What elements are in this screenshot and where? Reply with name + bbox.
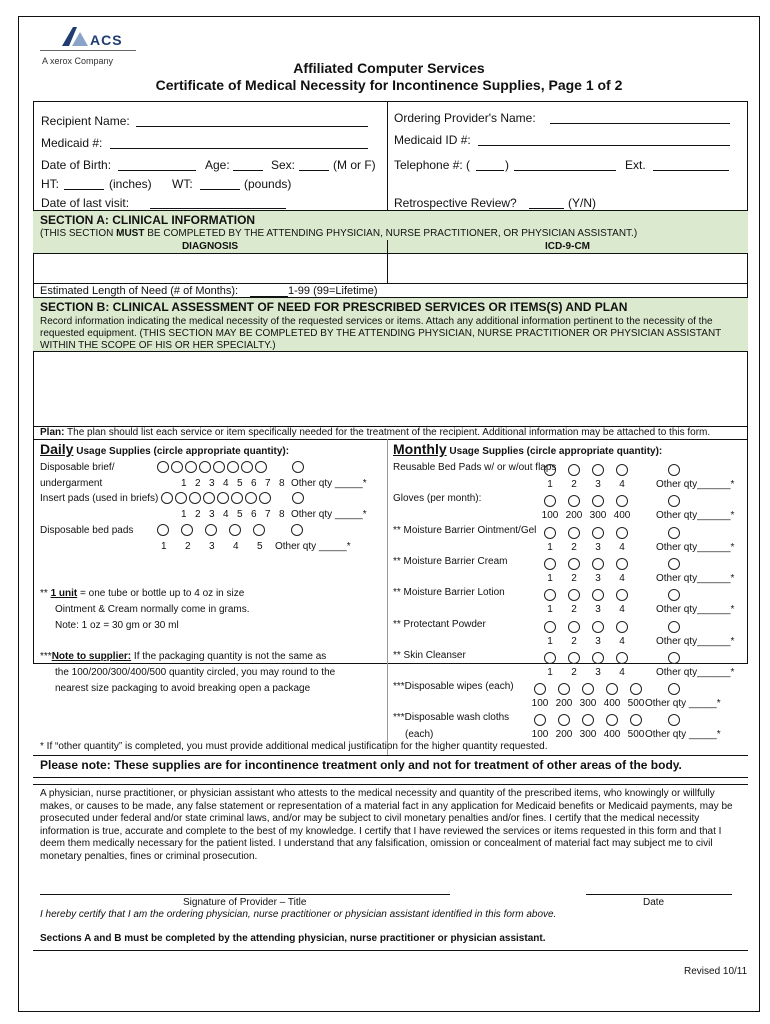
qty-number: 200 [565,510,583,522]
qty-number: 1 [547,635,553,647]
qty-circle[interactable] [630,714,642,726]
qty-number: 300 [589,510,607,522]
qty-circle[interactable] [592,464,604,476]
section-b-desc-1: Record information indicating the medical necessity of the requested services or items. Attach any additional information pertinent to the necessity of the [40,316,713,327]
qty-number: 4 [619,572,625,584]
telephone-close: ) [505,158,509,172]
qty-circle[interactable] [544,527,556,539]
provider-medicaid-label: Medicaid ID #: [394,133,471,147]
qty-circle[interactable] [668,683,680,695]
date-field[interactable] [586,894,732,895]
section-b-title: SECTION B: CLINICAL ASSESSMENT OF NEED FOR PRESCRIBED SERVICES OR ITEMS(S) AND PLAN [40,300,628,314]
section-a-note: (THIS SECTION MUST BE COMPLETED BY THE ATTENDING PHYSICIAN, NURSE PRACTITIONER, OR PHYSICIAN ASSISTANT.) [40,228,638,239]
qty-number: 1 [547,572,553,584]
retro-review-label: Retrospective Review? [394,196,517,210]
revised-date: Revised 10/11 [684,966,748,977]
last-visit-label: Date of last visit: [41,196,130,210]
plan-text: Plan: The plan should list each service or item specifically needed for the treatment of the recipient. Additional information may be attached to this form. [40,427,711,438]
monthly-item [390,711,748,741]
provider-medicaid-field[interactable] [478,145,730,146]
provider-name-field[interactable] [550,123,730,124]
monthly-item [390,492,748,522]
date-label: Date [643,897,665,908]
last-visit-field[interactable] [150,208,286,209]
retro-review-field[interactable] [529,208,564,209]
qty-number: 2 [571,572,577,584]
provider-name-label: Ordering Provider's Name: [394,111,536,125]
monthly-item [390,680,748,710]
dob-label: Date of Birth: [41,158,112,172]
please-note: Please note: These supplies are for incontinence treatment only and not for treatment of other areas of the body. [40,758,682,772]
qty-circle[interactable] [544,652,556,664]
qty-circle[interactable] [171,461,183,473]
qty-circle[interactable] [616,495,628,507]
bed-pads-label: Disposable bed pads [40,525,134,536]
extension-label: Ext. [625,158,646,172]
telephone-field[interactable] [514,170,616,171]
qty-circle[interactable] [558,714,570,726]
brief-circles [157,461,317,475]
qty-circle[interactable] [582,683,594,695]
qty-circle[interactable] [668,527,680,539]
qty-circle[interactable] [616,652,628,664]
age-label: Age: [205,158,230,172]
telephone-label: Telephone #: ( [394,158,471,172]
monthly-item-label: ** Moisture Barrier Cream [393,555,508,567]
sections-requirement: Sections A and B must be completed by the attending physician, nurse practitioner or physician assistant. [40,933,546,944]
monthly-item-label: ***Disposable wash cloths [393,712,510,724]
qty-number: 3 [595,635,601,647]
qty-circle[interactable] [259,492,271,504]
qty-number: 4 [619,604,625,616]
qty-circle[interactable] [227,461,239,473]
qty-number: 100 [541,510,559,522]
age-field[interactable] [233,170,263,171]
other-qty-label: Other qty______* [656,604,735,616]
qty-circle[interactable] [157,461,169,473]
qty-circle[interactable] [544,495,556,507]
bed-pads-numbers: 1 2 3 4 5 Other qty _____* [161,541,351,552]
qty-circle[interactable] [668,558,680,570]
logo-brand: ACS [90,32,123,48]
assessment-text-area[interactable] [34,353,747,426]
weight-label: WT: [172,177,193,191]
qty-number: 400 [613,510,631,522]
other-qty-label: Other qty______* [656,541,735,553]
qty-circle[interactable] [203,492,215,504]
section-b-desc-3: WITHIN THE SCOPE OF HIS OR HER SPECIALTY.) [40,340,276,351]
qty-number: 400 [603,729,621,741]
qty-number: 1 [547,479,553,490]
qty-circle[interactable] [161,492,173,504]
page-title: Affiliated Computer Services [293,60,485,76]
qty-circle[interactable] [568,652,580,664]
brief-label-1: Disposable brief/ [40,462,115,473]
qty-circle[interactable] [668,464,680,476]
qty-circle[interactable] [668,589,680,601]
qty-circle[interactable] [616,464,628,476]
area-code-field[interactable] [476,170,504,171]
qty-number: 3 [595,666,601,678]
other-qty-label: Other qty______* [656,479,735,490]
qty-circle[interactable] [592,558,604,570]
wash-cloth-unit: (each) [405,729,434,741]
signature-label: Signature of Provider – Title [183,897,307,908]
qty-number: 4 [619,541,625,553]
qty-circle[interactable] [668,621,680,633]
qty-circle[interactable] [544,621,556,633]
quantity-footnote: * If “other quantity” is completed, you must provide additional medical justification for the higher quantity requested. [40,741,548,752]
dob-field[interactable] [118,170,196,171]
logo-tagline: A xerox Company [42,56,114,66]
qty-circle[interactable] [217,492,229,504]
weight-unit: (pounds) [244,177,292,191]
height-label: HT: [41,177,59,191]
qty-number: 3 [595,541,601,553]
monthly-item-label: Reusable Bed Pads w/ or w/out flaps [393,462,557,473]
monthly-item [390,618,748,648]
daily-heading: Daily Usage Supplies (circle appropriate quantity): [40,441,290,457]
legal-text: A physician, nurse practitioner, or physician assistant who attests to the medical necessity and quantity of the prescribed items, who knowingly or willfully makes, or causes to be made, any false statement or representation of a material fact in any application for Medicaid benefits or Medicaid payments, may be prosecuted under federal and/or state criminal laws, and/or may be subject to civil monetary penalties and/or fines. I certify that the medical necessity information is true, accurate and complete to the best of my knowledge. I certify that I have reviewed the services or items requested in this form and that I deem them medically necessary for the patient listed. I understand that any falsification, omission or concealment of material fact may subject me to civil monetary penalties, fines or criminal prosecution. [40,788,733,862]
diagnosis-header: DIAGNOSIS [181,241,239,252]
qty-circle[interactable] [291,524,303,536]
qty-circle[interactable] [568,464,580,476]
insert-numbers: 1 2 3 4 5 6 7 8 Other qty _____* [181,509,367,520]
monthly-item-label: ** Protectant Powder [393,618,486,630]
brief-label-2: undergarment [40,478,103,489]
qty-number: 2 [571,479,577,490]
qty-circle[interactable] [582,714,594,726]
insert-circles [161,492,321,506]
qty-number: 2 [571,635,577,647]
qty-circle[interactable] [292,492,304,504]
qty-circle[interactable] [229,524,241,536]
qty-circle[interactable] [668,652,680,664]
page-subtitle: Certificate of Medical Necessity for Incontinence Supplies, Page 1 of 2 [155,77,623,93]
qty-circle[interactable] [213,461,225,473]
qty-number: 300 [579,698,597,710]
qty-number: 2 [571,666,577,678]
qty-circle[interactable] [568,527,580,539]
qty-circle[interactable] [534,683,546,695]
qty-circle[interactable] [592,652,604,664]
other-qty-label: Other qty______* [656,666,735,678]
section-b-desc-2: requested equipment. (THIS SECTION MAY BE COMPLETED BY THE ATTENDING PHYSICIAN, NURSE PRACTITIONER OR PHYSICIAN ASSISTANT [40,328,722,339]
supplier-note-3: nearest size packaging to avoid breaking open a package [55,683,311,694]
other-qty-label: Other qty______* [656,635,735,647]
unit-note: ** 1 unit = one tube or bottle up to 4 oz in size [40,588,245,599]
qty-circle[interactable] [544,464,556,476]
monthly-item [390,555,748,585]
brief-numbers: 1 2 3 4 5 6 7 8 Other qty _____* [181,478,367,489]
qty-circle[interactable] [245,492,257,504]
qty-circle[interactable] [568,589,580,601]
qty-circle[interactable] [558,683,570,695]
qty-circle[interactable] [592,495,604,507]
length-of-need-label: Estimated Length of Need (# of Months): [40,285,239,297]
qty-circle[interactable] [616,558,628,570]
qty-circle[interactable] [668,714,680,726]
qty-circle[interactable] [606,683,618,695]
qty-circle[interactable] [616,621,628,633]
sex-label: Sex: [271,158,296,172]
retro-review-options: (Y/N) [568,196,596,210]
medicaid-number-label: Medicaid #: [41,136,103,150]
other-qty-label: Other qty______* [656,510,735,522]
qty-circle[interactable] [241,461,253,473]
qty-circle[interactable] [592,527,604,539]
certify-statement: I hereby certify that I am the ordering physician, nurse practitioner or physician assistant identified in this form above. [40,909,557,920]
qty-circle[interactable] [157,524,169,536]
acs-mark-icon [60,26,90,48]
monthly-item-label: ** Skin Cleanser [393,649,466,661]
medicaid-number-field[interactable] [110,148,368,149]
qty-circle[interactable] [181,524,193,536]
qty-circle[interactable] [592,621,604,633]
qty-circle[interactable] [534,714,546,726]
qty-number: 500 [627,698,645,710]
qty-number: 3 [595,572,601,584]
qty-number: 1 [547,604,553,616]
qty-number: 400 [603,698,621,710]
extension-field[interactable] [653,170,729,171]
qty-number: 2 [571,604,577,616]
length-of-need-range: 1-99 (99=Lifetime) [288,285,378,297]
qty-circle[interactable] [231,492,243,504]
qty-circle[interactable] [189,492,201,504]
other-qty-label: Other qty______* [656,572,735,584]
weight-field[interactable] [200,189,240,190]
qty-circle[interactable] [616,589,628,601]
qty-circle[interactable] [175,492,187,504]
monthly-item [390,586,748,616]
qty-circle[interactable] [568,558,580,570]
height-unit: (inches) [109,177,152,191]
recipient-name-field[interactable] [136,126,368,127]
qty-circle[interactable] [544,589,556,601]
qty-circle[interactable] [592,589,604,601]
qty-number: 2 [571,541,577,553]
qty-number: 3 [595,479,601,490]
qty-circle[interactable] [199,461,211,473]
monthly-item [390,461,748,491]
section-a-title: SECTION A: CLINICAL INFORMATION [40,213,256,227]
qty-circle[interactable] [544,558,556,570]
monthly-item [390,649,748,679]
supplier-note-2: the 100/200/300/400/500 quantity circled, you may round to the [55,667,336,678]
sex-options: (M or F) [333,158,376,172]
sex-field[interactable] [299,170,329,171]
qty-circle[interactable] [292,461,304,473]
qty-number: 1 [547,666,553,678]
recipient-name-label: Recipient Name: [41,114,130,128]
monthly-item-label: ***Disposable wipes (each) [393,681,514,693]
signature-field[interactable] [40,894,450,895]
unit-note-2: Ointment & Cream normally come in grams. [55,604,250,615]
supplier-note: ***Note to supplier: If the packaging quantity is not the same as [40,651,327,662]
qty-circle[interactable] [185,461,197,473]
qty-number: 4 [619,666,625,678]
monthly-item [390,524,748,554]
qty-circle[interactable] [606,714,618,726]
qty-circle[interactable] [568,621,580,633]
other-qty-label: Other qty _____* [645,729,721,741]
icd-field[interactable] [388,254,747,282]
diagnosis-field[interactable] [34,254,386,282]
qty-circle[interactable] [255,461,267,473]
qty-number: 4 [619,635,625,647]
other-qty-label: Other qty _____* [645,698,721,710]
qty-circle[interactable] [205,524,217,536]
monthly-heading: Monthly Usage Supplies (circle appropriate quantity): [393,441,663,457]
qty-circle[interactable] [630,683,642,695]
unit-note-3: Note: 1 oz = 30 gm or 30 ml [55,620,179,631]
qty-number: 100 [531,729,549,741]
qty-number: 300 [579,729,597,741]
monthly-items [390,461,748,751]
icd-header: ICD-9-CM [545,241,590,252]
qty-circle[interactable] [568,495,580,507]
bed-pads-circles [157,524,327,538]
qty-number: 200 [555,698,573,710]
qty-circle[interactable] [616,527,628,539]
qty-number: 200 [555,729,573,741]
height-field[interactable] [64,189,104,190]
qty-number: 4 [619,479,625,490]
qty-number: 100 [531,698,549,710]
qty-number: 3 [595,604,601,616]
qty-number: 500 [627,729,645,741]
insert-pads-label: Insert pads (used in briefs) [40,493,159,504]
monthly-item-label: ** Moisture Barrier Ointment/Gel [393,524,537,536]
monthly-item-label: Gloves (per month): [393,493,482,505]
qty-circle[interactable] [668,495,680,507]
qty-circle[interactable] [253,524,265,536]
monthly-item-label: ** Moisture Barrier Lotion [393,587,505,599]
qty-number: 1 [547,541,553,553]
